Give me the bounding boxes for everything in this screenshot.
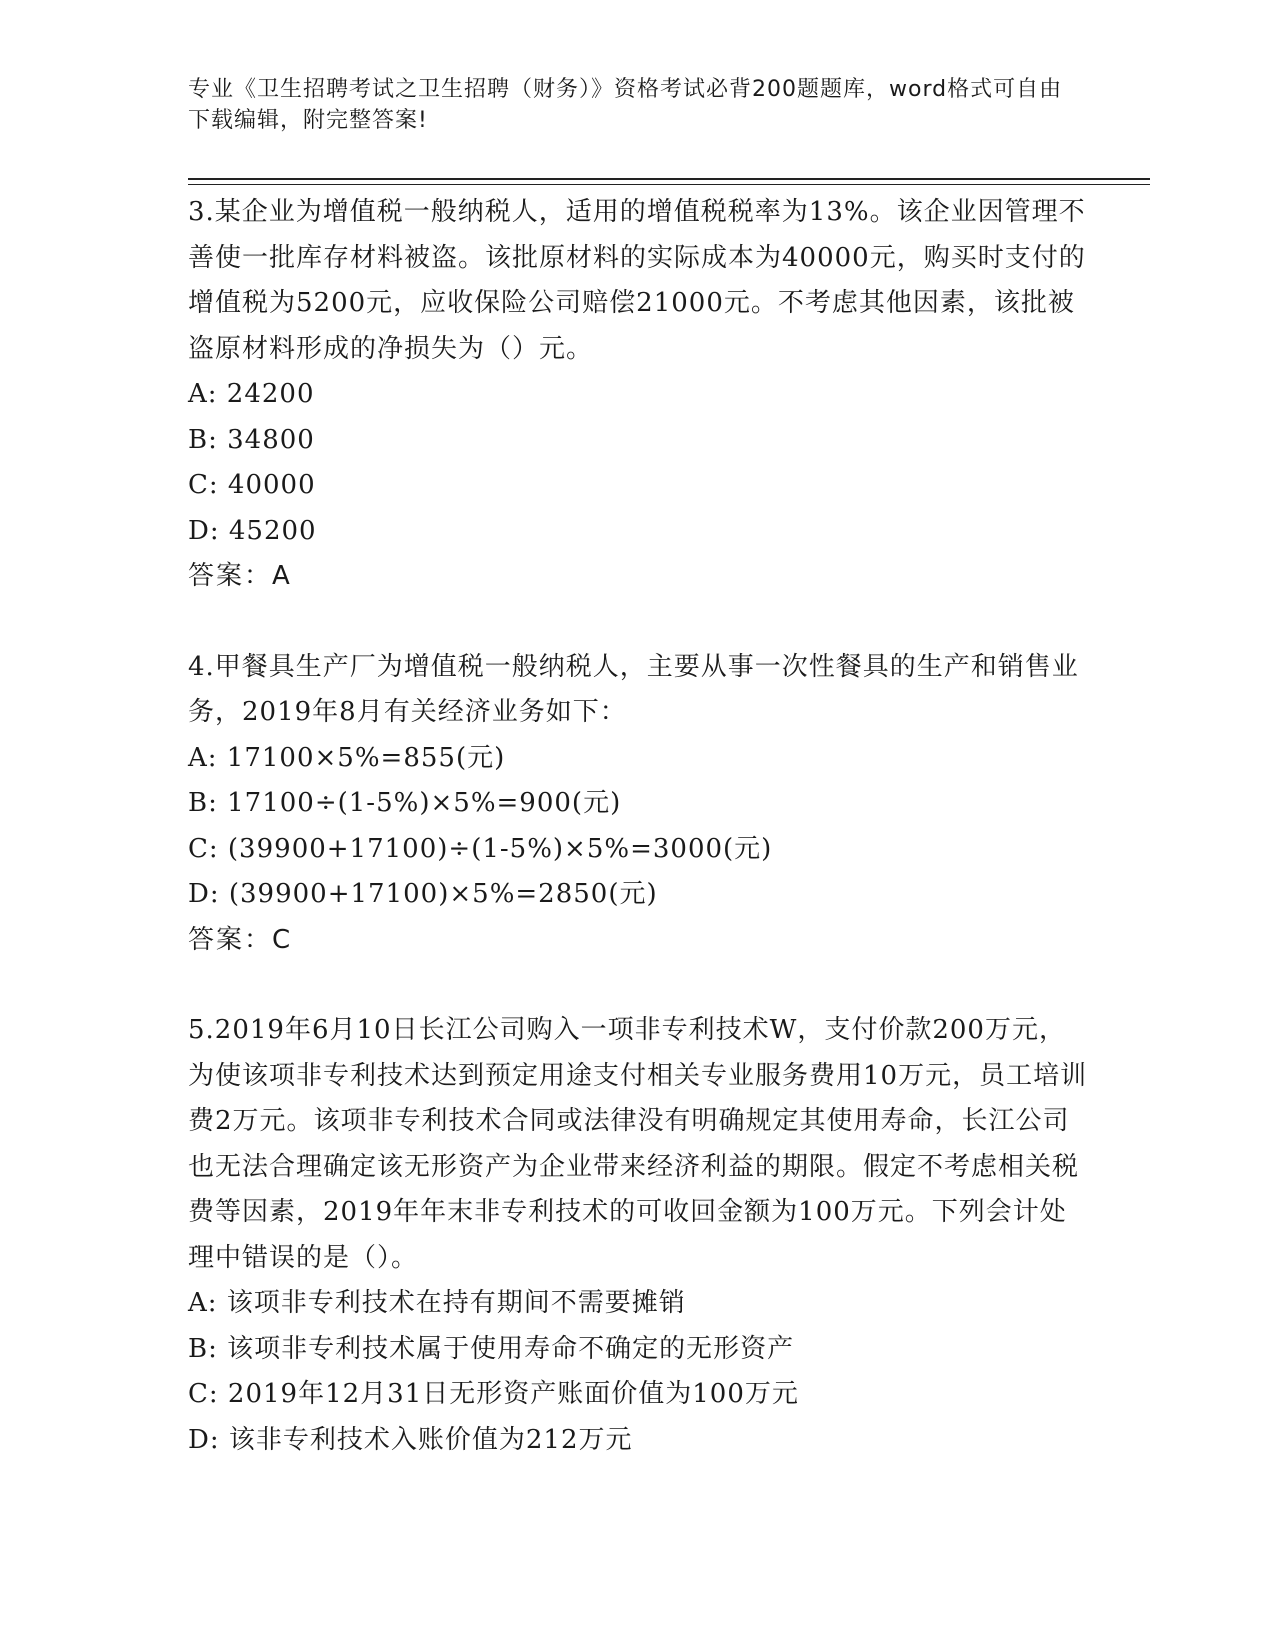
question-gap: [188, 600, 1088, 645]
question-3: [188, 190, 1088, 600]
question-stem: 5.2019年6月10日长江公司购入一项非专利技术W，支付价款200万元，为使该项非专利技术达到预定用途支付相关专业服务费用10万元，员工培训费2万元。该项非专利技术合同或法律没有明确规定其使用寿命，长江公司也无法合理确定该无形资产为企业带来经济利益的期限。假定不考虑相关税费等因素，2019年年末非专利技术的可收回金额为100万元。下列会计处理中错误的是（）。: [188, 1015, 1088, 1273]
option-c: C: 2019年12月31日无形资产账面价值为100万元: [188, 1379, 799, 1409]
question-stem: 3.某企业为增值税一般纳税人，适用的增值税税率为13%。该企业因管理不善使一批库存材料被盗。该批原材料的实际成本为40000元，购买时支付的增值税为5200元，应收保险公司赔偿21000元。不考虑其他因素，该批被盗原材料形成的净损失为（）元。: [188, 197, 1086, 364]
option-b: B: 34800: [188, 424, 315, 455]
option-a: A: 17100×5%=855(元): [188, 742, 506, 773]
header-divider-thin: [188, 184, 1150, 185]
option-b: B: 17100÷(1-5%)×5%=900(元): [188, 788, 622, 818]
option-a: A: 该项非专利技术在持有期间不需要摊销: [188, 1288, 686, 1318]
question-5: [188, 1008, 1088, 1463]
option-d: D: 45200: [188, 515, 317, 546]
answer-label: 答案：A: [188, 561, 292, 591]
question-gap: [188, 963, 1088, 1008]
option-b: B: 该项非专利技术属于使用寿命不确定的无形资产: [188, 1333, 795, 1364]
question-list: [188, 190, 1088, 1463]
option-c: C: 40000: [188, 470, 316, 500]
header-divider-thick: [188, 178, 1150, 180]
question-stem: 4.甲餐具生产厂为增值税一般纳税人，主要从事一次性餐具的生产和销售业务，2019年8月有关经济业务如下：: [188, 651, 1079, 727]
option-c: C: (39900+17100)÷(1-5%)×5%=3000(元): [188, 833, 773, 864]
answer-label: 答案：C: [188, 924, 293, 955]
document-header: 专业《卫生招聘考试之卫生招聘（财务）》资格考试必背200题题库，word格式可自由下载编辑，附完整答案!: [188, 77, 1063, 133]
option-d: D: (39900+17100)×5%=2850(元): [188, 879, 658, 909]
option-d: D: 该非专利技术入账价值为212万元: [188, 1424, 633, 1455]
option-a: A: 24200: [188, 379, 315, 409]
question-4: [188, 645, 1088, 964]
